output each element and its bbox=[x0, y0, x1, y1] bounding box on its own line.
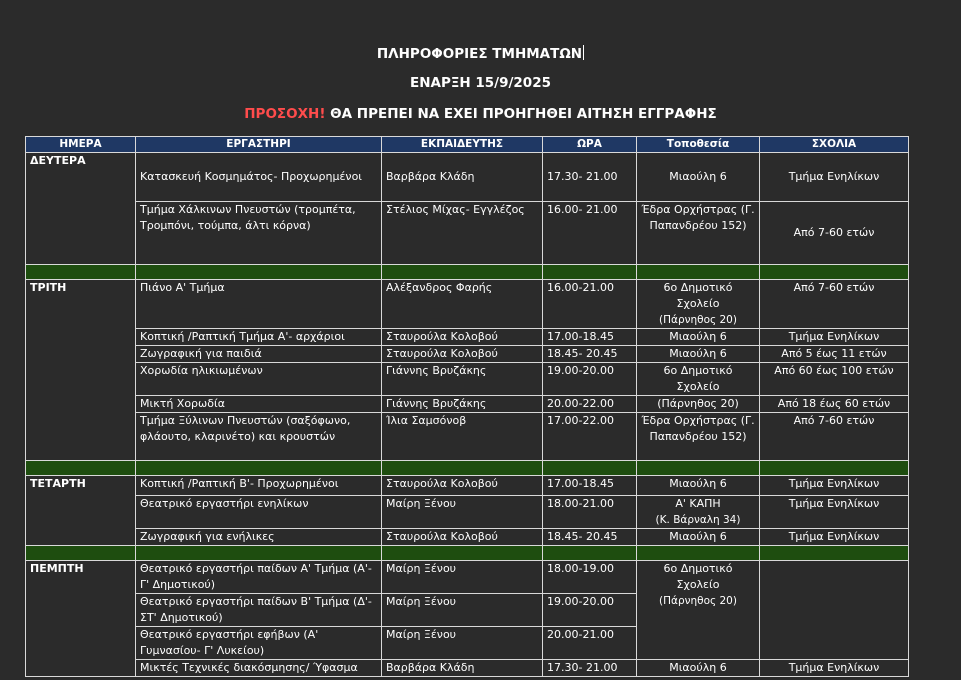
location-address: (Πάρνηθος 20) bbox=[659, 314, 737, 326]
notes-cell: Τμήμα Ενηλίκων bbox=[760, 496, 909, 529]
time-cell: 16.00-21.00 bbox=[543, 280, 637, 329]
workshop-cell: Πιάνο Α' Τμήμα bbox=[136, 280, 382, 329]
time-cell: 18.00-21.00 bbox=[543, 496, 637, 529]
workshop-cell: Ζωγραφική για παιδιά bbox=[136, 346, 382, 363]
time-cell: 17.00-18.45 bbox=[543, 329, 637, 346]
workshop-cell: Ζωγραφική για ενήλικες bbox=[136, 529, 382, 546]
notes-cell: Από 60 έως 100 ετών bbox=[760, 363, 909, 396]
notes-cell: Από 7-60 ετών bbox=[760, 413, 909, 461]
teacher-cell: Γιάννης Βρυζάκης bbox=[382, 363, 543, 396]
location-cell: Μιαούλη 6 bbox=[637, 329, 760, 346]
time-cell: 19.00-20.00 bbox=[543, 594, 637, 627]
location-cell: Μιαούλη 6 bbox=[637, 346, 760, 363]
workshop-cell: Μικτές Τεχνικές διακόσμησης/ Ύφασμα bbox=[136, 660, 382, 677]
col-header-day: ΗΜΕΡΑ bbox=[26, 137, 136, 153]
table-row bbox=[26, 396, 909, 413]
location-cell: Μιαούλη 6 bbox=[637, 476, 760, 496]
time-cell: 17.00-18.45 bbox=[543, 476, 637, 496]
teacher-cell: Μαίρη Ξένου bbox=[382, 561, 543, 594]
title-text: ΠΛΗΡΟΦΟΡΙΕΣ ΤΜΗΜΑΤΩΝ bbox=[376, 46, 583, 62]
teacher-cell: Σταυρούλα Κολοβού bbox=[382, 529, 543, 546]
notes-cell: Από 5 έως 11 ετών bbox=[760, 346, 909, 363]
workshop-cell: Θεατρικό εργαστήρι παίδων Β' Τμήμα (Δ'-ΣΤ' Δημοτικού) bbox=[136, 594, 382, 627]
start-date: ΕΝΑΡΞΗ 15/9/2025 bbox=[409, 75, 551, 91]
page-title bbox=[0, 45, 961, 62]
day-thursday: ΠΕΜΠΤΗ bbox=[26, 561, 136, 677]
workshop-cell: Κοπτική /Ραπτική Τμήμα Α'- αρχάριοι bbox=[136, 329, 382, 346]
location-cell: 6ο Δημοτικό Σχολείο bbox=[637, 363, 760, 396]
workshop-cell: Τμήμα Χάλκινων Πνευστών (τρομπέτα, Τρομπόνι, τούμπα, άλτι κόρνα) bbox=[136, 202, 382, 265]
time-cell: 17.00-22.00 bbox=[543, 413, 637, 461]
table-row bbox=[26, 496, 909, 529]
time-cell: 17.30- 21.00 bbox=[543, 660, 637, 677]
notes-cell: Τμήμα Ενηλίκων bbox=[760, 529, 909, 546]
location-cell bbox=[637, 280, 760, 329]
location-cell: Μιαούλη 6 bbox=[637, 153, 760, 202]
table-row bbox=[26, 202, 909, 265]
table-header-row bbox=[26, 137, 909, 153]
notes-cell: Από 7-60 ετών bbox=[760, 202, 909, 265]
time-cell: 16.00- 21.00 bbox=[543, 202, 637, 265]
teacher-cell: Ίλια Σαμσόνοβ bbox=[382, 413, 543, 461]
location-cell: Έδρα Ορχήστρας (Γ. Παπανδρέου 152) bbox=[637, 202, 760, 265]
table-row bbox=[26, 363, 909, 396]
workshop-cell: Κοπτική /Ραπτική Β'- Προχωρημένοι bbox=[136, 476, 382, 496]
schedule-table bbox=[25, 136, 909, 677]
day-wednesday: ΤΕΤΑΡΤΗ bbox=[26, 476, 136, 546]
workshop-cell: Χορωδία ηλικιωμένων bbox=[136, 363, 382, 396]
time-cell: 18.45- 20.45 bbox=[543, 346, 637, 363]
notes-cell: Τμήμα Ενηλίκων bbox=[760, 153, 909, 202]
teacher-cell: Σταυρούλα Κολοβού bbox=[382, 476, 543, 496]
notes-cell: Τμήμα Ενηλίκων bbox=[760, 329, 909, 346]
time-cell: 19.00-20.00 bbox=[543, 363, 637, 396]
teacher-cell: Βαρβάρα Κλάδη bbox=[382, 660, 543, 677]
time-cell: 18.45- 20.45 bbox=[543, 529, 637, 546]
separator-row bbox=[26, 265, 909, 280]
table-row bbox=[26, 476, 909, 496]
location-cell bbox=[637, 561, 760, 660]
warning-text: ΘΑ ΠΡΕΠΕΙ ΝΑ ΕΧΕΙ ΠΡΟΗΓΗΘΕΙ ΑΙΤΗΣΗ ΕΓΓΡΑΦΗΣ bbox=[325, 106, 717, 122]
table-row bbox=[26, 529, 909, 546]
teacher-cell: Βαρβάρα Κλάδη bbox=[382, 153, 543, 202]
time-cell: 20.00-22.00 bbox=[543, 396, 637, 413]
notes-cell: Από 7-60 ετών bbox=[760, 280, 909, 329]
separator-row bbox=[26, 461, 909, 476]
notes-cell: Τμήμα Ενηλίκων bbox=[760, 476, 909, 496]
day-monday: ΔΕΥΤΕΡΑ bbox=[26, 153, 136, 265]
teacher-cell: Σταυρούλα Κολοβού bbox=[382, 346, 543, 363]
table-row bbox=[26, 329, 909, 346]
location-cell: Μιαούλη 6 bbox=[637, 660, 760, 677]
teacher-cell: Σταυρούλα Κολοβού bbox=[382, 329, 543, 346]
warning-prefix: ΠΡΟΣΟΧΗ! bbox=[244, 106, 326, 122]
location-line: 6ο Δημοτικό Σχολείο bbox=[663, 281, 733, 310]
location-address: (Πάρνηθος 20) bbox=[659, 595, 737, 607]
location-address: (Κ. Βάρναλη 34) bbox=[655, 514, 741, 526]
teacher-cell: Αλέξανδρος Φαρής bbox=[382, 280, 543, 329]
table-row bbox=[26, 413, 909, 461]
location-cell: (Πάρνηθος 20) bbox=[637, 396, 760, 413]
location-cell: Έδρα Ορχήστρας (Γ. Παπανδρέου 152) bbox=[637, 413, 760, 461]
separator-row bbox=[26, 546, 909, 561]
col-header-notes: ΣΧΟΛΙΑ bbox=[760, 137, 909, 153]
warning-line bbox=[0, 106, 961, 122]
location-line: Α' ΚΑΠΗ bbox=[675, 497, 721, 510]
teacher-cell: Μαίρη Ξένου bbox=[382, 496, 543, 529]
workshop-cell: Θεατρικό εργαστήρι παίδων Α' Τμήμα (Α'-Γ' Δημοτικού) bbox=[136, 561, 382, 594]
text-cursor bbox=[583, 45, 584, 60]
workshop-cell: Θεατρικό εργαστήρι ενηλίκων bbox=[136, 496, 382, 529]
notes-cell: Από 18 έως 60 ετών bbox=[760, 396, 909, 413]
table-row bbox=[26, 153, 909, 202]
col-header-time: ΩΡΑ bbox=[543, 137, 637, 153]
time-cell: 18.00-19.00 bbox=[543, 561, 637, 594]
time-cell: 20.00-21.00 bbox=[543, 627, 637, 660]
teacher-cell: Στέλιος Μίχας- Εγγλέζος bbox=[382, 202, 543, 265]
col-header-workshop: ΕΡΓΑΣΤΗΡΙ bbox=[136, 137, 382, 153]
teacher-cell: Μαίρη Ξένου bbox=[382, 627, 543, 660]
table-row bbox=[26, 561, 909, 594]
workshop-cell: Κατασκευή Κοσμημάτος- Προχωρημένοι bbox=[136, 153, 382, 202]
time-cell: 17.30- 21.00 bbox=[543, 153, 637, 202]
teacher-cell: Μαίρη Ξένου bbox=[382, 594, 543, 627]
col-header-teacher: ΕΚΠΑΙΔΕΥΤΗΣ bbox=[382, 137, 543, 153]
location-line: 6ο Δημοτικό Σχολείο bbox=[663, 562, 733, 591]
table-row bbox=[26, 280, 909, 329]
table-row bbox=[26, 346, 909, 363]
location-cell bbox=[637, 496, 760, 529]
notes-cell: Τμήμα Ενηλίκων bbox=[760, 660, 909, 677]
day-tuesday: ΤΡΙΤΗ bbox=[26, 280, 136, 461]
teacher-cell: Γιάννης Βρυζάκης bbox=[382, 396, 543, 413]
workshop-cell: Τμήμα Ξύλινων Πνευστών (σαξόφωνο, φλάουτο, κλαρινέτο) και κρουστών bbox=[136, 413, 382, 461]
workshop-cell: Θεατρικό εργαστήρι εφήβων (Α' Γυμνασίου- Γ' Λυκείου) bbox=[136, 627, 382, 660]
notes-cell bbox=[760, 561, 909, 660]
workshop-cell: Μικτή Χορωδία bbox=[136, 396, 382, 413]
table-row bbox=[26, 660, 909, 677]
col-header-location: Τοποθεσία bbox=[637, 137, 760, 153]
location-cell: Μιαούλη 6 bbox=[637, 529, 760, 546]
